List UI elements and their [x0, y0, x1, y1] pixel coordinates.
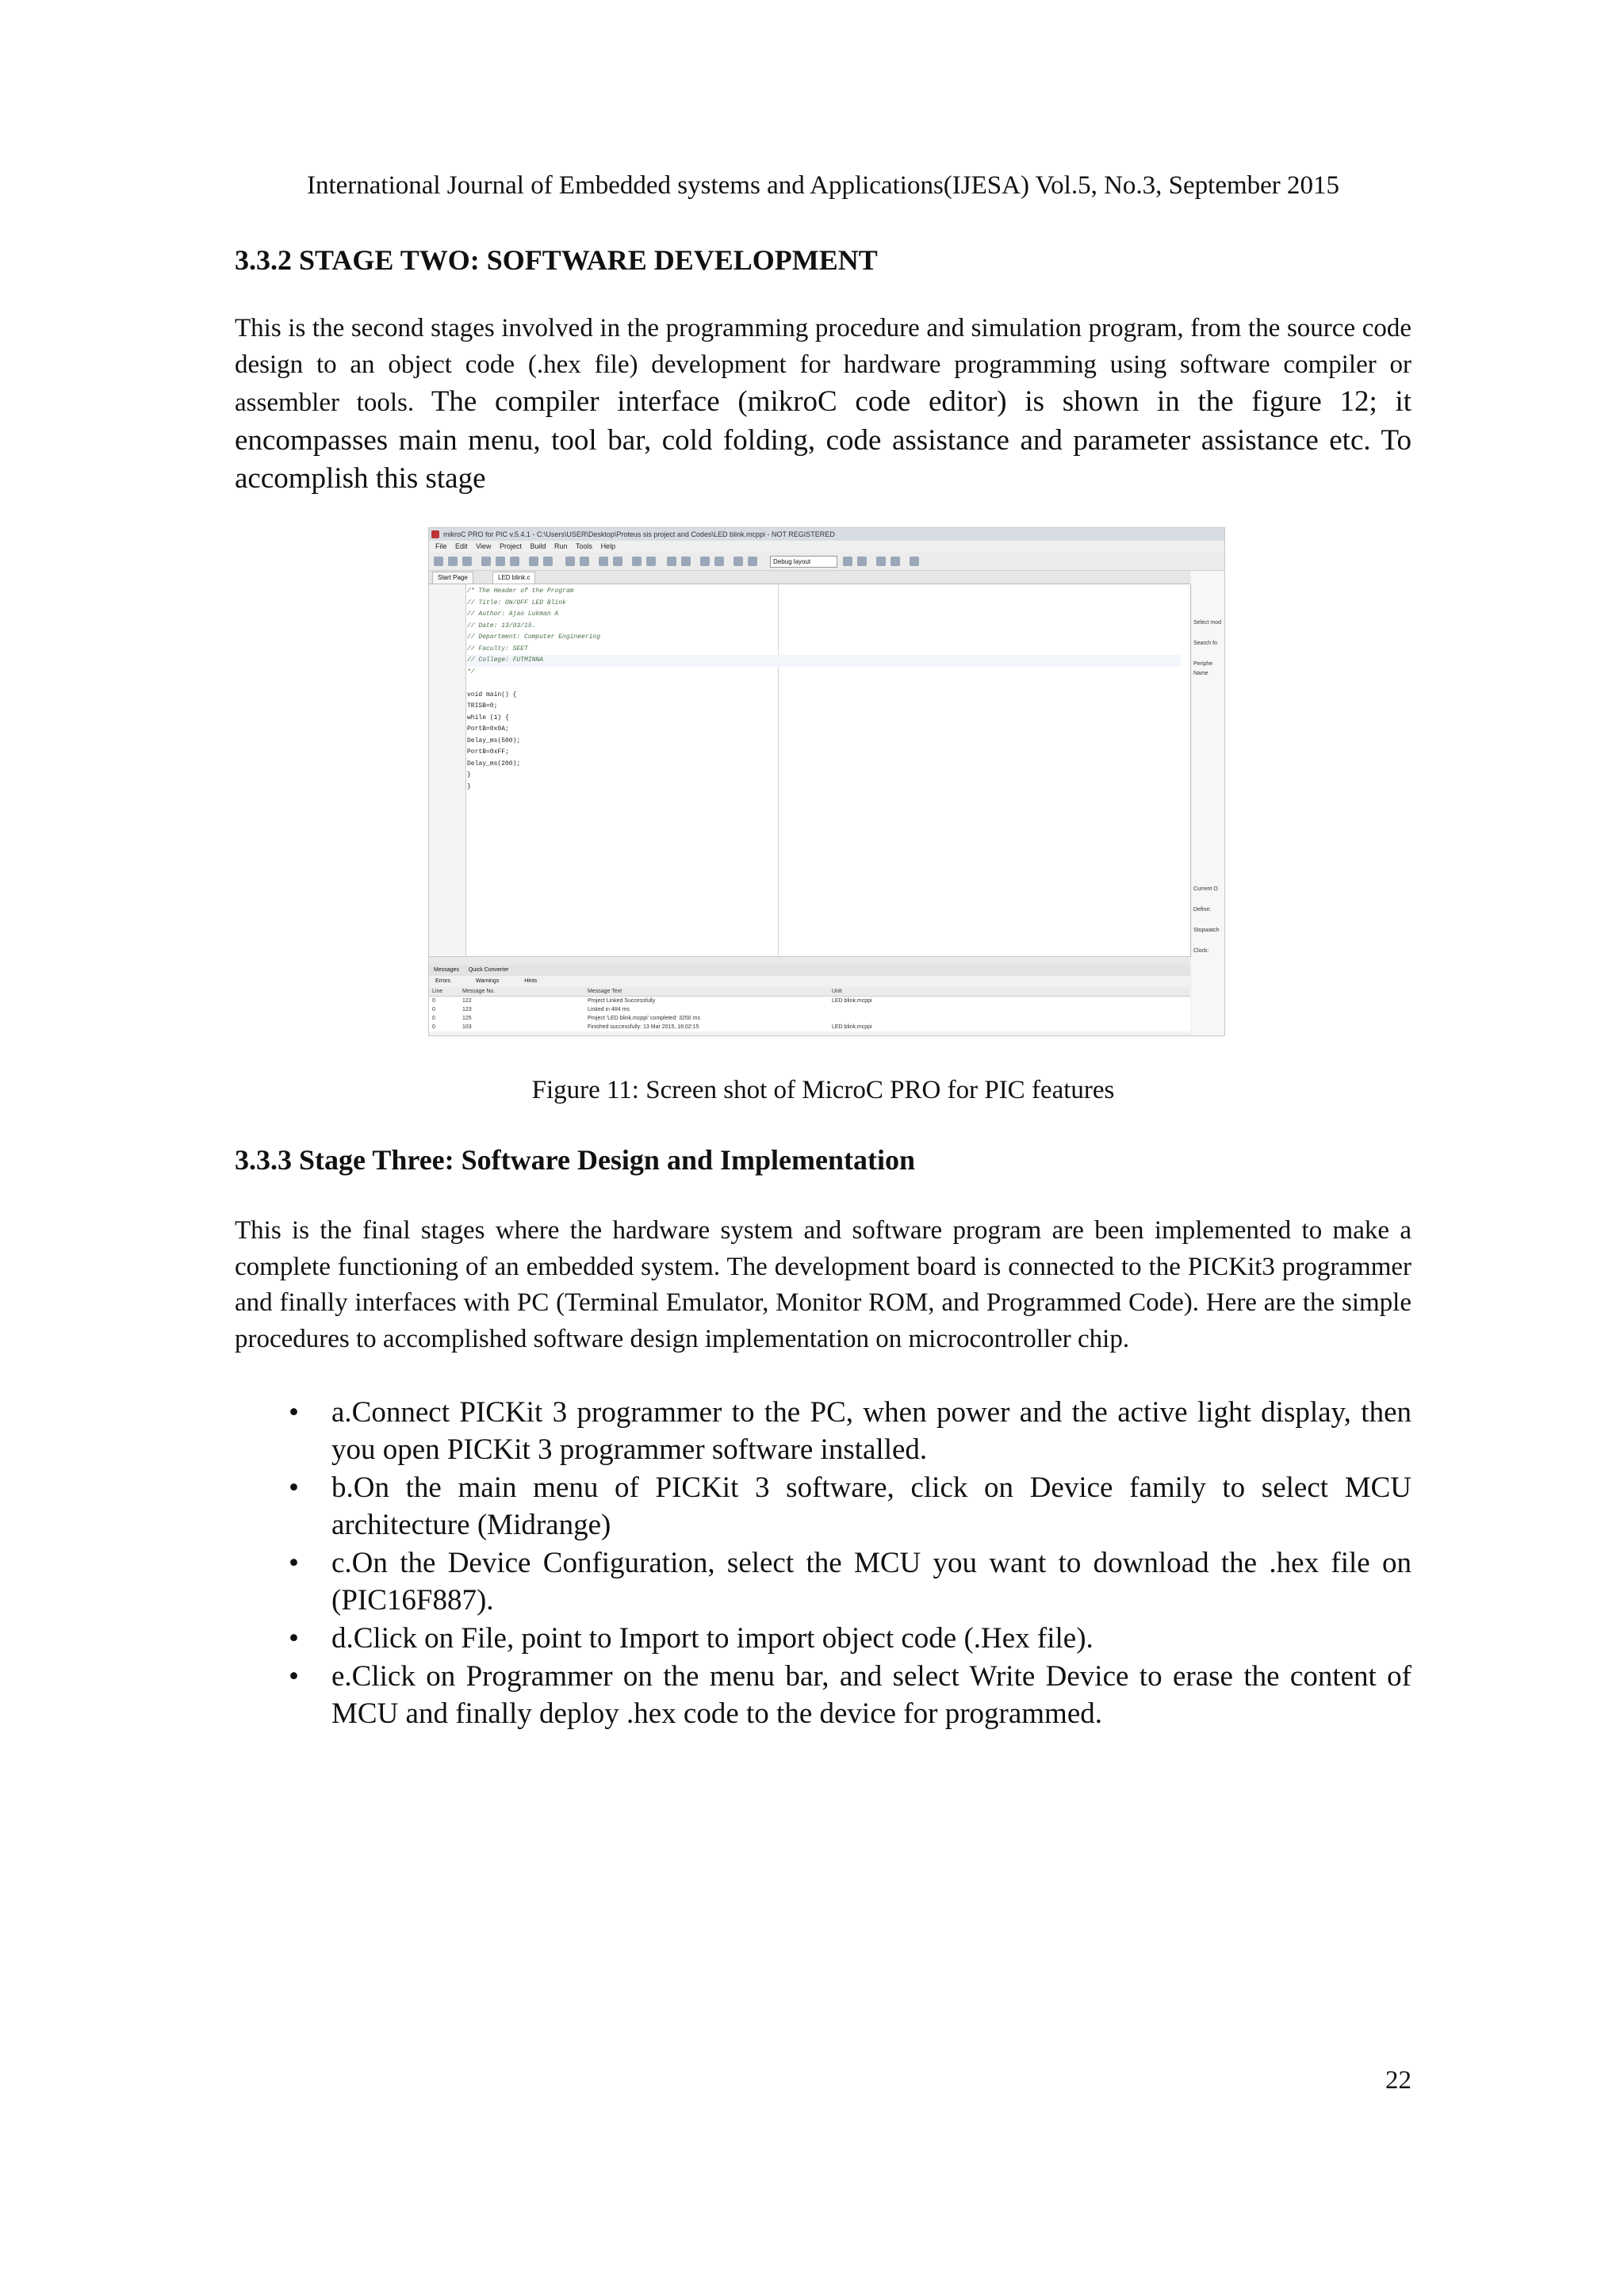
cell-message-text: Linked in 484 ms: [588, 1007, 630, 1012]
list-item: [235, 1544, 1411, 1619]
list-item-text: d.Click on File, point to Import to import object code (.Hex file).: [331, 1622, 1094, 1655]
filter-hints[interactable]: Hints: [524, 978, 538, 984]
menu-tools[interactable]: Tools: [576, 542, 593, 550]
cell-line: 0: [432, 1007, 435, 1012]
messages-tabs: [429, 965, 1190, 976]
copy-icon[interactable]: [496, 557, 505, 566]
cell-message-text: Project Linked Successfully: [588, 998, 656, 1004]
code-lines: [467, 586, 1181, 793]
list-item: [235, 1620, 1411, 1657]
list-item-text: a.Connect PICKit 3 programmer to the PC, when power and the active light display, then you open PICKit 3 programmer software installed.: [331, 1396, 1411, 1466]
debug-icon[interactable]: [613, 557, 622, 566]
options-icon[interactable]: [681, 557, 691, 566]
ascii-chart-icon[interactable]: [733, 557, 743, 566]
code-line: // Date: 13/03/15.: [467, 622, 536, 629]
new-file-icon[interactable]: [434, 557, 443, 566]
cell-unit: [829, 1014, 1190, 1023]
column-line: Line: [429, 987, 459, 997]
replace-icon[interactable]: [646, 557, 656, 566]
table-header-row: [429, 987, 1190, 997]
help-icon[interactable]: [910, 557, 919, 566]
paragraph-large-text: The compiler interface (mikroC code editor) is shown in the figure 12; it encompasses main menu, tool bar, cold folding, code assistance and parameter assistance etc. To accomplish this stage: [235, 385, 1412, 495]
section-3-3-3-paragraph: This is the final stages where the hardware system and software program are been implemented to make a complete functioning of an embedded system. The development board is connected to the PICKit3 programmer and finally interfaces with PC (Terminal Emulator, Monitor ROM, and Programmed Code). Here are the simple procedures to accomplished software design implementation on microcontroller chip.: [235, 1216, 1411, 1353]
code-line: Delay_ms(500);: [467, 737, 521, 744]
menu-build[interactable]: Build: [530, 542, 546, 550]
bullet-icon: •: [289, 1660, 299, 1693]
code-editor[interactable]: [429, 584, 1191, 957]
tab-messages[interactable]: Messages: [434, 967, 459, 973]
code-line: PortB=0xFF;: [467, 748, 509, 756]
edit-project-icon[interactable]: [667, 557, 676, 566]
section-heading-3-3-3: 3.3.3 Stage Three: Software Design and Implementation: [235, 1144, 915, 1176]
cell-unit: LED blink.mcppi: [832, 998, 872, 1004]
editor-tabs: [429, 571, 1190, 584]
procedure-list: [235, 1394, 1411, 1732]
cut-icon[interactable]: [481, 557, 491, 566]
list-item-text: e.Click on Programmer on the menu bar, and select Write Device to erase the content of MCU and finally deploy .hex code to the device for programmed.: [331, 1660, 1411, 1730]
cell-message-text: Finished successfully: 13 Mar 2015, 16:02:15: [588, 1024, 699, 1030]
menu-run[interactable]: Run: [554, 542, 568, 550]
current-option-label: Current O: [1193, 886, 1218, 892]
tab-quick-converter[interactable]: Quick Converter: [468, 967, 509, 973]
define-label: Define:: [1193, 907, 1212, 913]
code-line: PortB=0x0A;: [467, 725, 509, 733]
save-layout-icon[interactable]: [843, 557, 852, 566]
clock-label: Clock:: [1193, 948, 1209, 954]
figure-ide-screenshot: [428, 527, 1225, 1036]
window-tile-icon[interactable]: [876, 557, 886, 566]
seven-segment-icon[interactable]: [748, 557, 757, 566]
code-line: while (1) {: [467, 714, 509, 721]
library-manager-pane: [1192, 571, 1224, 1035]
list-item-text: b.On the main menu of PICKit 3 software, click on Device family to select MCU architecture (Midrange): [331, 1471, 1411, 1541]
messages-table: [429, 987, 1190, 1031]
redo-icon[interactable]: [543, 557, 553, 566]
menu-help[interactable]: Help: [600, 542, 616, 550]
cell-message-text: Project 'LED blink.mcppi' completed: 3250 ms: [588, 1016, 700, 1021]
table-row[interactable]: [429, 1023, 1190, 1031]
code-line: // Department: Computer Engineering: [467, 633, 601, 641]
message-filters: [429, 976, 1190, 987]
cell-message-no: 125: [462, 1016, 472, 1021]
search-label: Search fo: [1193, 641, 1217, 646]
ide-title-bar: [429, 528, 1224, 541]
bullet-icon: •: [289, 1471, 299, 1504]
list-item: [235, 1469, 1411, 1544]
ide-window-title: mikroC PRO for PIC v.5.4.1 - C:\Users\USER\Desktop\Proteus sis project and Codes\LED blink.mcppi - NOT REGISTERED: [443, 530, 835, 538]
programmer-icon[interactable]: [700, 557, 710, 566]
menu-edit[interactable]: Edit: [455, 542, 468, 550]
build-icon[interactable]: [565, 557, 575, 566]
paste-icon[interactable]: [510, 557, 519, 566]
bullet-icon: •: [289, 1396, 299, 1429]
code-line: // Title: ON/OFF LED Blink: [467, 599, 566, 607]
table-row[interactable]: [429, 1014, 1190, 1023]
cell-unit: LED blink.mcppi: [832, 1024, 872, 1030]
stopwatch-label: Stopwatch: [1193, 928, 1220, 933]
code-line: // Faculty: SEET: [467, 645, 528, 652]
save-icon[interactable]: [462, 557, 472, 566]
column-message-no: Message No.: [459, 987, 584, 997]
code-line: // College: FUTMINNA: [467, 655, 1181, 667]
bullet-icon: •: [289, 1547, 299, 1579]
app-icon: [431, 530, 439, 538]
menu-file[interactable]: File: [435, 542, 447, 550]
run-icon[interactable]: [599, 557, 608, 566]
code-line: // Author: Ajao Lukman A: [467, 610, 559, 618]
ide-toolbar: [429, 553, 1224, 571]
list-item: [235, 1394, 1411, 1468]
code-line: }: [467, 783, 471, 790]
ide-menu-bar: [429, 541, 1224, 553]
cell-message-no: 122: [462, 998, 472, 1004]
bullet-icon: •: [289, 1622, 299, 1655]
filter-errors[interactable]: Errors: [435, 978, 451, 984]
cell-message-no: 103: [462, 1024, 472, 1030]
code-line: /* The Header of the Program: [467, 587, 574, 595]
layout-select[interactable]: Debug layout: [770, 556, 837, 568]
table-row[interactable]: [429, 997, 1190, 1006]
delete-layout-icon[interactable]: [857, 557, 867, 566]
list-item-text: c.On the Device Configuration, select the MCU you want to download the .hex file on (PIC16F887).: [331, 1547, 1411, 1617]
column-unit: Unit: [829, 987, 1190, 997]
column-message-text: Message Text: [584, 987, 829, 997]
paragraph-small-text: This is the second stages involved in the programming procedure and simulation program, from the source code design to an object code (.hex file) development for hardware programming using software compiler or assembler tools.: [235, 314, 1411, 417]
line-gutter: [429, 584, 466, 957]
figure-caption: Figure 11: Screen shot of MicroC PRO for PIC features: [531, 1076, 1115, 1104]
cell-line: 0: [432, 998, 435, 1004]
code-line: */: [467, 668, 475, 675]
undo-icon[interactable]: [529, 557, 538, 566]
filter-warnings[interactable]: Warnings: [476, 978, 500, 984]
menu-project[interactable]: Project: [499, 542, 522, 550]
window-cascade-icon[interactable]: [891, 557, 900, 566]
tab-led-blink[interactable]: LED blink.c: [492, 572, 535, 584]
cell-line: 0: [432, 1024, 435, 1030]
section-heading-3-3-2: 3.3.2 STAGE TWO: SOFTWARE DEVELOPMENT: [235, 244, 878, 276]
name-column-label: Name: [1193, 671, 1208, 676]
list-item: [235, 1658, 1411, 1732]
code-line: TRISB=0;: [467, 702, 498, 710]
find-icon[interactable]: [632, 557, 642, 566]
running-header: International Journal of Embedded systems and Applications(IJESA) Vol.5, No.3, September 2015: [306, 171, 1340, 200]
tab-start-page[interactable]: Start Page: [432, 572, 473, 584]
open-file-icon[interactable]: [448, 557, 458, 566]
cell-unit: [829, 1005, 1190, 1014]
code-line: }: [467, 771, 471, 779]
peripherals-label: Periphe: [1193, 661, 1213, 667]
section-3-3-2-paragraph: [235, 311, 1411, 499]
table-row[interactable]: [429, 1005, 1190, 1014]
cell-message-no: 123: [462, 1007, 472, 1012]
code-line: Delay_ms(200);: [467, 760, 521, 767]
terminal-icon[interactable]: [714, 557, 724, 566]
build-all-icon[interactable]: [580, 557, 589, 566]
menu-view[interactable]: View: [476, 542, 492, 550]
code-line: [467, 678, 1181, 690]
cell-line: 0: [432, 1016, 435, 1021]
page-number: 22: [1385, 2066, 1411, 2095]
select-mode-label: Select mod: [1193, 620, 1222, 626]
code-line: void main() {: [467, 691, 517, 698]
editor-horizontal-scrollbar[interactable]: [429, 956, 1190, 965]
